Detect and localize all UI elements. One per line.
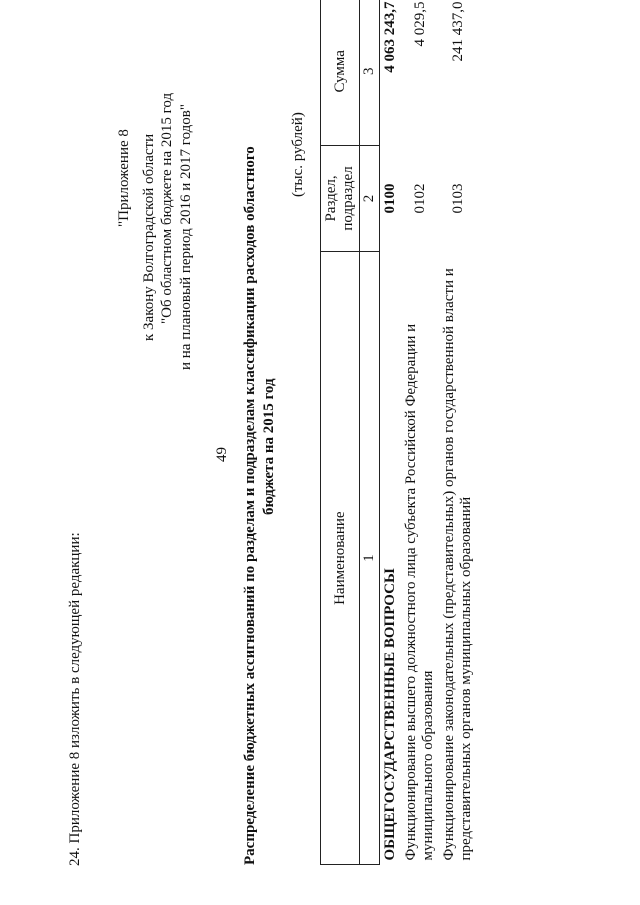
heading-line-1: Распределение бюджетных ассигнований по разделам и подразделам классификации расходов областного <box>242 146 258 865</box>
intro-text: 24. Приложение 8 изложить в следующей редакции: <box>67 532 83 866</box>
column-number-1: 1 <box>360 252 380 865</box>
row-name: Функционирование высшего должностного лица субъекта Российской Федерации и муниципального образования <box>403 323 436 861</box>
column-number-3: 3 <box>360 0 380 145</box>
row-code: 0103 <box>449 183 466 214</box>
table-row <box>439 0 477 865</box>
row-name: ОБЩЕГОСУДАРСТВЕННЫЕ ВОПРОСЫ <box>382 568 398 861</box>
header-code: Раздел, подраздел <box>321 145 360 252</box>
budget-table <box>320 0 477 865</box>
header-sum: Сумма <box>321 0 360 145</box>
row-sum: 4 029,5 <box>411 1 428 47</box>
column-number-2: 2 <box>360 145 380 252</box>
appendix-line-3: и на плановый период 2016 и 2017 годов" <box>178 104 194 370</box>
row-code: 0100 <box>382 183 398 214</box>
table-row <box>380 0 402 865</box>
row-sum: 4 063 243,7 <box>382 1 398 73</box>
appendix-title: "Приложение 8 <box>116 129 132 227</box>
header-name: Наименование <box>321 252 360 865</box>
row-sum: 241 437,0 <box>449 1 466 62</box>
row-name: Функционирование законодательных (представительных) органов государственной власти и представительных органов муниципальных образований <box>441 268 474 861</box>
appendix-line-1: к Закону Волгоградской области <box>141 133 157 341</box>
row-code: 0102 <box>411 183 428 214</box>
table-row <box>401 0 439 865</box>
column-number-row <box>360 0 380 865</box>
page-number: 49 <box>214 447 230 462</box>
table-header-row <box>321 0 360 865</box>
unit-label: (тыс. рублей) <box>290 112 306 197</box>
heading-line-2: бюджета на 2015 год <box>261 378 277 515</box>
appendix-line-2: "Об областном бюджете на 2015 год <box>159 92 175 324</box>
